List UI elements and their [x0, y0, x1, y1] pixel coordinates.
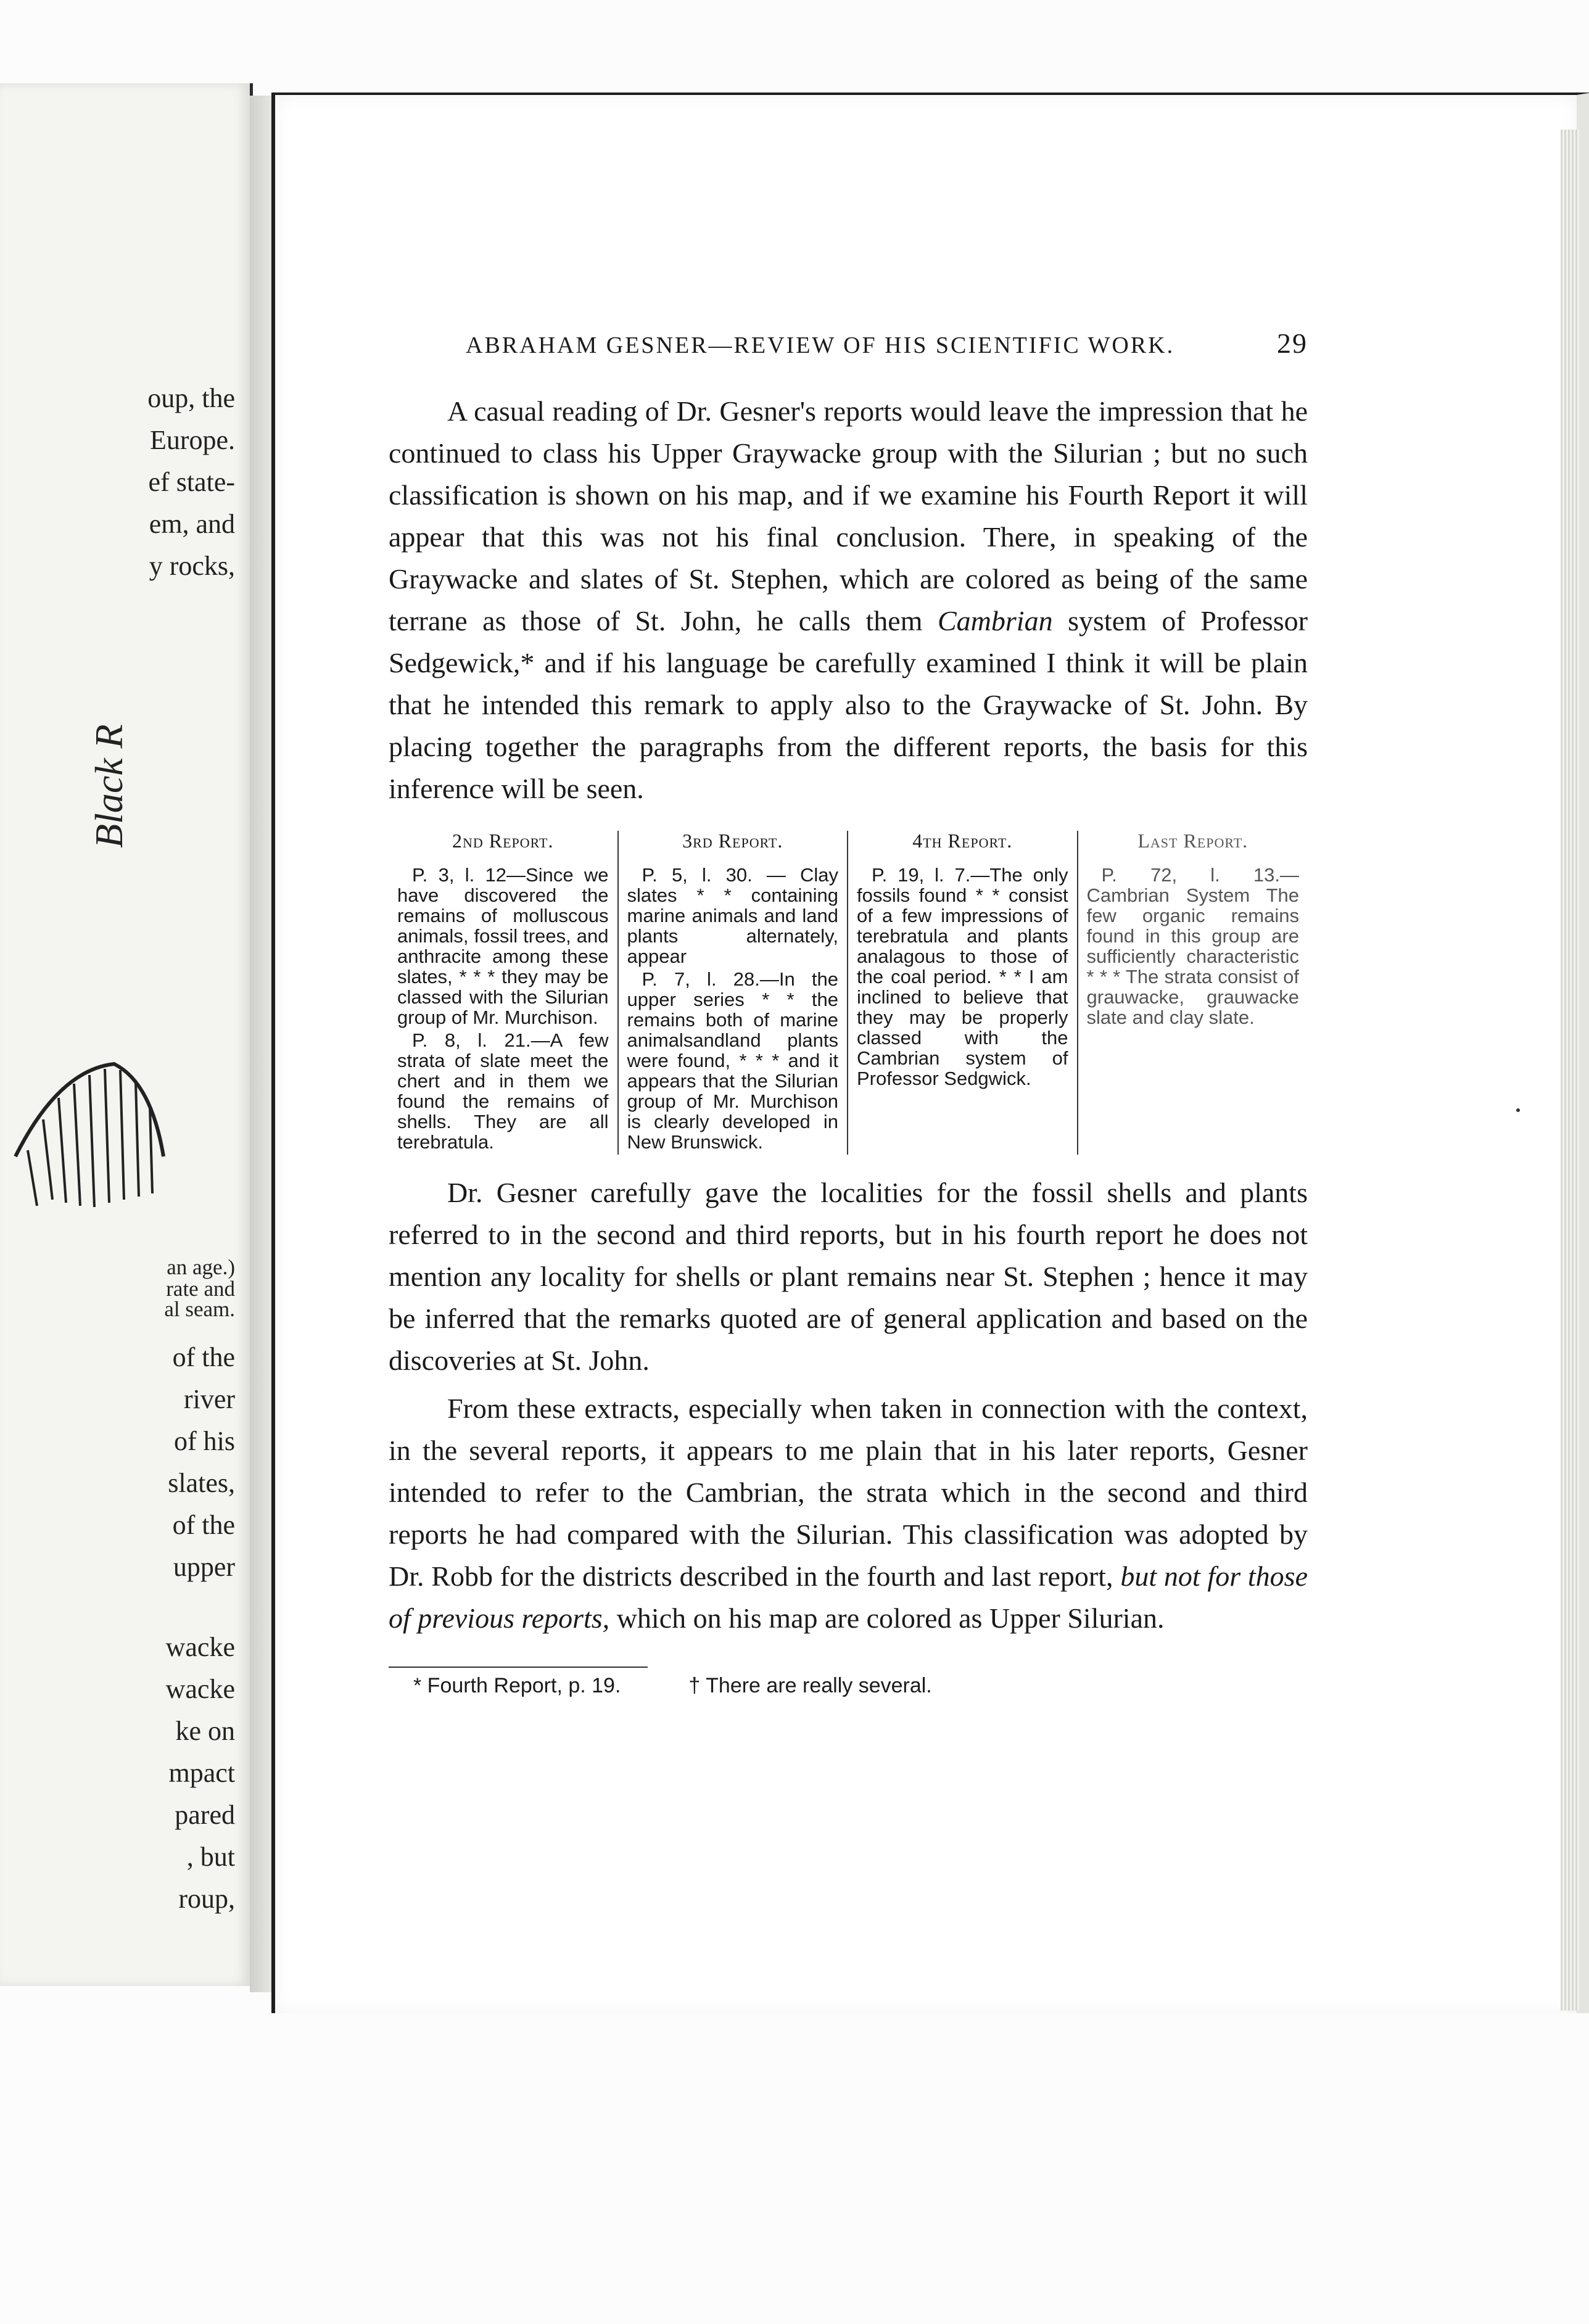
intro-paragraph: [389, 390, 1308, 810]
left-text-fragment: river: [183, 1384, 235, 1414]
conclusion-text: From these extracts, especially when taken in connection with the context, in the several reports, it appears to me plain that in his later reports, Gesner intended to refer to the Cambrian, the strata which in the second and third reports he had compared with the Silurian. This classification was adopted by Dr. Robb for the districts described in the fourth and last report,: [389, 1393, 1308, 1592]
left-text-fragment: wacke: [165, 1632, 235, 1662]
left-text-fragment: y rocks,: [149, 551, 235, 581]
paragraph-conclusion: [389, 1388, 1308, 1639]
left-text-fragment: Europe.: [149, 425, 235, 455]
left-caption-fragment: rate and: [166, 1277, 235, 1301]
report-entry: P. 19, l. 7.—The only fossils found * * consist of a few impressions of terebratula and plants analagous to those of the coal period. * * I am inclined to believe that they may be properly classed with the Cambrian system of Professor Sedgwick.: [857, 864, 1068, 1089]
left-text-fragment: slates,: [168, 1468, 235, 1498]
left-text-fragment: pared: [175, 1800, 235, 1830]
report-column-2nd: [389, 831, 619, 1155]
running-head: [389, 327, 1308, 360]
report-heading: Last Report.: [1137, 830, 1248, 852]
left-text-fragment: of his: [174, 1426, 235, 1456]
scan-speck: [1516, 1108, 1520, 1112]
page-edge: [1561, 130, 1579, 2011]
left-text-fragment: of the: [172, 1510, 235, 1540]
left-facing-page: [0, 83, 253, 1986]
conclusion-text-continued: which on his map are colored as Upper Silurian.: [609, 1602, 1165, 1634]
handwritten-note: Black R: [87, 724, 131, 848]
fossil-plant-illustration: [9, 1045, 170, 1230]
left-text-fragment: wacke: [165, 1674, 235, 1704]
intro-italic-text: Cambrian: [938, 605, 1053, 637]
footnote: † There are really several.: [688, 1674, 932, 1697]
report-entry: P. 72, l. 13.— Cambrian System The few organic remains found in this group are sufficiently characteristic * * * The strata consist of grauwacke, grauwacke slate and clay slate.: [1086, 864, 1299, 1028]
report-column-last: [1078, 831, 1308, 1155]
report-column-4th: [848, 831, 1078, 1155]
paragraph-localities: Dr. Gesner carefully gave the localities for the fossil shells and plants referred to in the second and third reports, but in his fourth report he does not mention any locality for shells or plant remains near St. Stephen ; hence it may be inferred that the remarks quoted are of general application and based on the discoveries at St. John.: [389, 1177, 1308, 1376]
left-text-fragment: upper: [173, 1552, 235, 1582]
left-text-fragment: , but: [186, 1842, 235, 1872]
left-text-fragment: roup,: [178, 1884, 235, 1914]
report-heading: 2nd Report.: [452, 830, 554, 852]
intro-text: A casual reading of Dr. Gesner's reports would leave the impression that he continued to class his Upper Graywacke group with the Silurian ; but no such classification is shown on his map, and if we examine his Fourth Report it will appear that this was not his final conclusion. There, in speaking of the Graywacke and slates of St. Stephen, which are colored as being of the same terrane as those of St. John, he calls them: [389, 395, 1308, 637]
left-caption-fragment: al seam.: [164, 1297, 235, 1321]
report-column-3rd: [619, 831, 849, 1155]
left-caption-fragment: an age.): [167, 1255, 235, 1279]
report-heading: 3rd Report.: [682, 830, 783, 852]
page-content: [389, 327, 1308, 1698]
footnote-rule: [389, 1667, 648, 1668]
report-entry: P. 3, l. 12—Since we have discovered the remains of molluscous animals, fossil trees, and anthracite among these slates, * * * they may be classed with the Silurian group of Mr. Murchison.: [397, 864, 609, 1028]
report-entry: P. 8, l. 21.—A few strata of slate meet the chert and in them we found the remains of shells. They are all terebratula.: [397, 1029, 609, 1153]
conclusion-italic-text: but not for those of previous reports,: [389, 1560, 1308, 1634]
left-text-fragment: mpact: [168, 1758, 235, 1788]
left-text-fragment: em, and: [149, 509, 235, 539]
footnote: * Fourth Report, p. 19.: [413, 1674, 621, 1697]
report-heading: 4th Report.: [912, 830, 1013, 852]
left-text-fragment: ke on: [175, 1716, 235, 1746]
report-comparison-columns: [389, 831, 1308, 1155]
left-text-fragment: oup, the: [147, 383, 235, 413]
intro-text-continued: system of Professor Sedgewick,* and if his language be carefully examined I think it will be plain that he intended this remark to apply also to the Graywacke of St. John. By placing together the paragraphs from the different reports, the basis for this inference will be seen.: [389, 605, 1308, 804]
footnotes: [389, 1667, 1308, 1698]
page-number: 29: [1277, 328, 1308, 359]
left-text-fragment: of the: [172, 1342, 235, 1372]
report-entry: P. 5, l. 30. — Clay slates * * containing marine animals and land plants alternately, appear: [627, 864, 838, 967]
left-text-fragment: ef state-: [148, 467, 235, 497]
running-head-title: ABRAHAM GESNER—REVIEW OF HIS SCIENTIFIC WORK.: [466, 332, 1175, 358]
report-entry: P. 7, l. 28.—In the upper series * * the remains both of marine animalsandland plants were found, * * * and it appears that the Silurian group of Mr. Murchison is clearly developed in New Brunswick.: [627, 968, 838, 1153]
